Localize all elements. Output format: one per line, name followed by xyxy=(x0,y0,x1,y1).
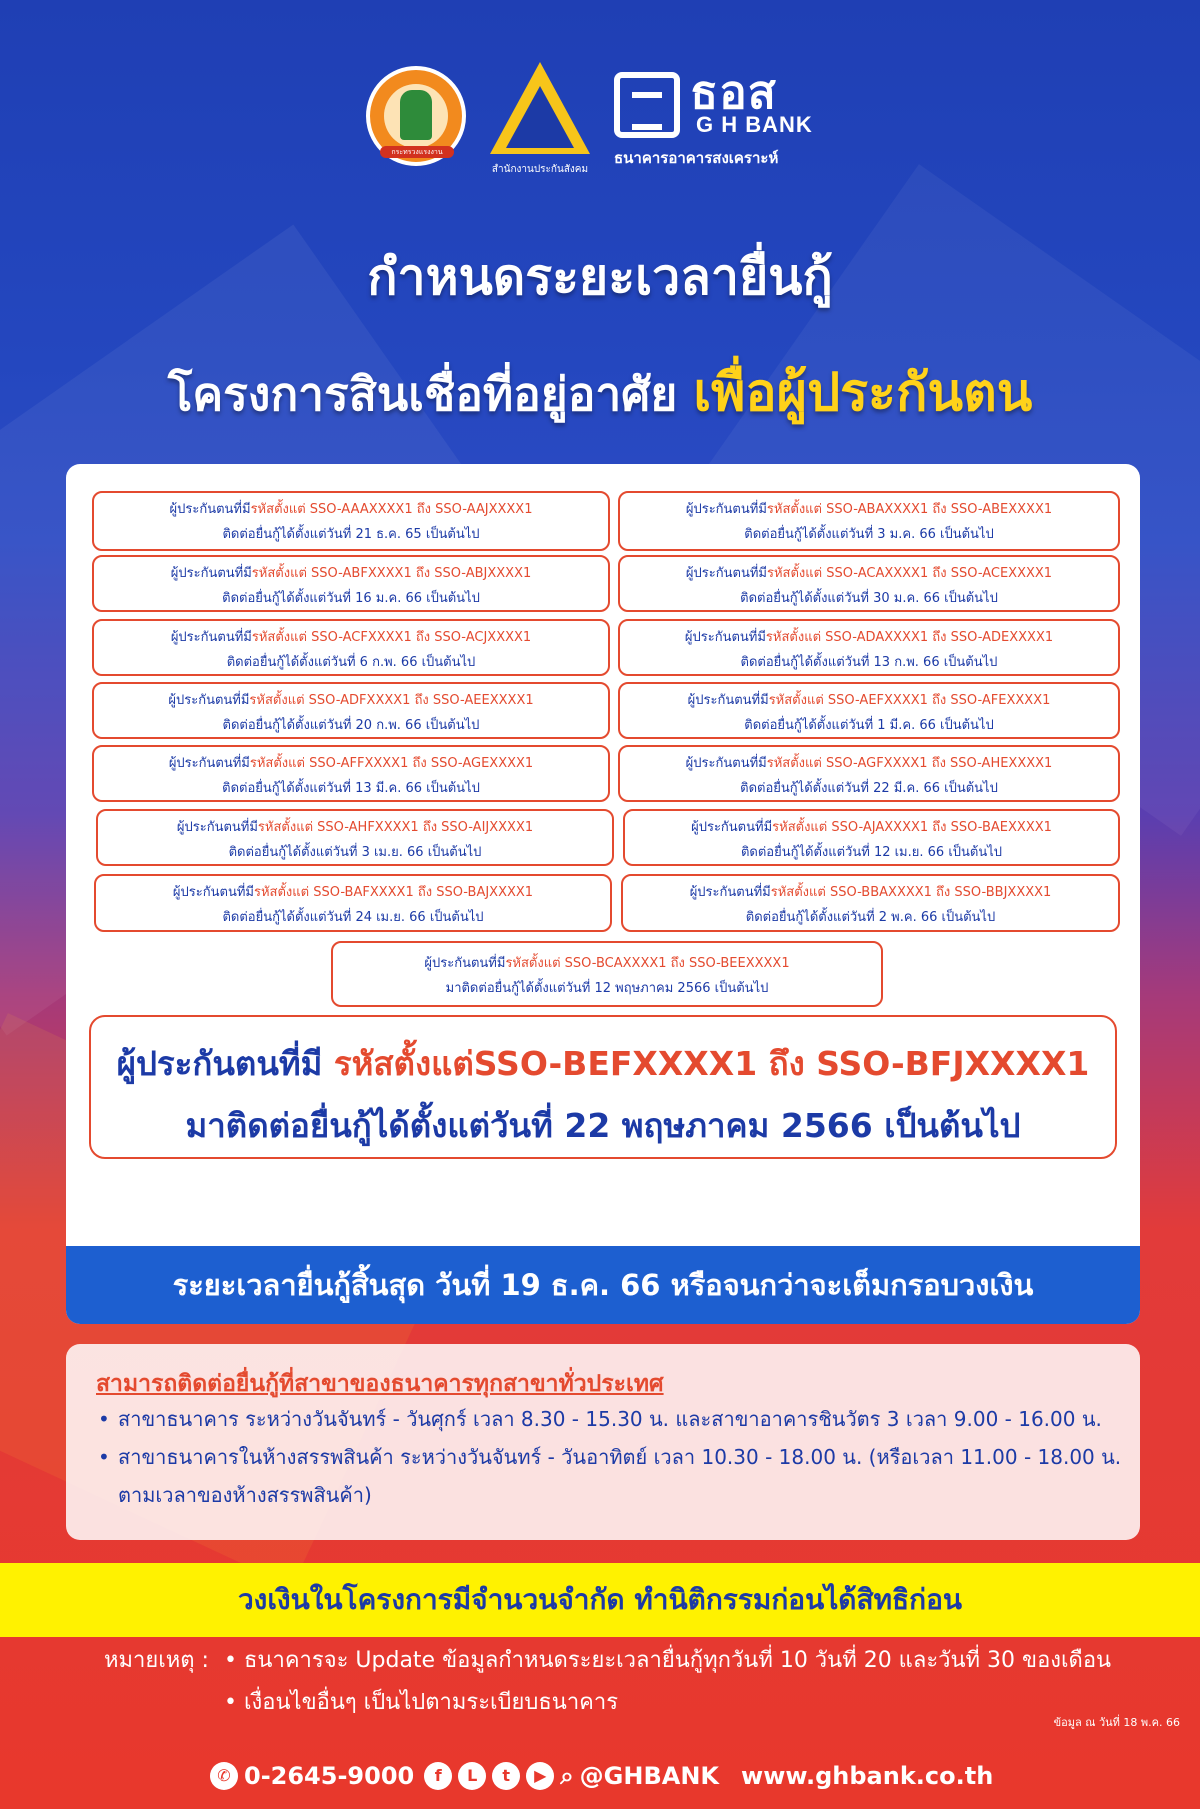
current-box-label: ผู้ประกันตนที่มี xyxy=(116,1044,334,1083)
box-label: ผู้ประกันตนที่มี xyxy=(168,756,250,771)
box-label: ผู้ประกันตนที่มี xyxy=(170,566,252,581)
ministry-of-labour-logo xyxy=(366,66,466,166)
schedule-box xyxy=(623,809,1120,866)
ministry-logo-text: กระทรวงแรงงาน xyxy=(380,146,454,158)
deity-figure-icon xyxy=(400,90,432,140)
box-label: ผู้ประกันตนที่มี xyxy=(691,820,773,835)
box-code-range: รหัสตั้งแต่ SSO-AJAXXXX1 ถึง SSO-BAEXXXX1 xyxy=(772,820,1052,835)
box-label: ผู้ประกันตนที่มี xyxy=(424,956,506,971)
box-code-range: รหัสตั้งแต่ SSO-AEFXXXX1 ถึง SSO-AFEXXXX1 xyxy=(768,693,1051,708)
box-start-date: ติดต่อยื่นกู้ได้ตั้งแต่วันที่ 16 ม.ค. 66 เป็นต้นไป xyxy=(222,591,480,606)
phone-number[interactable]: 0-2645-9000 xyxy=(244,1762,415,1790)
line-icon[interactable]: L xyxy=(458,1762,486,1790)
social-security-office-logo xyxy=(488,62,592,182)
box-code-range: รหัสตั้งแต่ SSO-ABAXXXX1 ถึง SSO-ABEXXXX1 xyxy=(766,502,1053,517)
gh-bank-mark-icon xyxy=(614,72,680,138)
box-label: ผู้ประกันตนที่มี xyxy=(689,885,771,900)
box-label: ผู้ประกันตนที่มี xyxy=(176,820,258,835)
gh-bank-thai-wordmark: ธอส xyxy=(690,65,777,119)
box-code-range: รหัสตั้งแต่ SSO-ABFXXXX1 ถึง SSO-ABJXXXX1 xyxy=(251,566,532,581)
gh-bank-full-name: ธนาคารอาคารสงเคราะห์ xyxy=(614,149,779,167)
contact-row xyxy=(210,1756,993,1796)
box-start-date: ติดต่อยื่นกู้ได้ตั้งแต่วันที่ 12 เม.ย. 66 เป็นต้นไป xyxy=(740,845,1003,860)
page-title: กำหนดระยะเวลายื่นกู้ xyxy=(367,248,833,306)
limited-budget-banner: วงเงินในโครงการมีจำนวนจำกัด ทำนิติกรรมก่อนได้สิทธิก่อน xyxy=(0,1563,1200,1637)
schedule-box xyxy=(618,491,1120,551)
phone-icon[interactable]: ✆ xyxy=(210,1762,238,1790)
box-label: ผู้ประกันตนที่มี xyxy=(685,502,767,517)
gh-bank-logo xyxy=(614,66,844,176)
schedule-box xyxy=(92,745,610,802)
footer xyxy=(0,1748,1200,1809)
schedule-box xyxy=(618,745,1120,802)
box-label: ผู้ประกันตนที่มี xyxy=(170,630,252,645)
schedule-box xyxy=(92,682,610,739)
box-start-date: ติดต่อยื่นกู้ได้ตั้งแต่วันที่ 3 เม.ย. 66 เป็นต้นไป xyxy=(228,845,482,860)
subtitle-highlight: เพื่อผู้ประกันตน xyxy=(693,363,1033,423)
social-handle[interactable]: @GHBANK xyxy=(579,1762,720,1790)
branch-info-panel xyxy=(66,1344,1140,1540)
box-code-range: รหัสตั้งแต่ SSO-BBAXXXX1 ถึง SSO-BBJXXXX1 xyxy=(770,885,1052,900)
facebook-icon[interactable]: f xyxy=(424,1762,452,1790)
schedule-box xyxy=(96,809,614,866)
box-start-date: ติดต่อยื่นกู้ได้ตั้งแต่วันที่ 1 มี.ค. 66 เป็นต้นไป xyxy=(744,718,994,733)
box-label: ผู้ประกันตนที่มี xyxy=(685,756,767,771)
schedule-box xyxy=(92,619,610,676)
logo-row xyxy=(0,62,1200,182)
box-code-range: รหัสตั้งแต่ SSO-BCAXXXX1 ถึง SSO-BEEXXXX1 xyxy=(505,956,790,971)
box-code-range: รหัสตั้งแต่ SSO-AHFXXXX1 ถึง SSO-AIJXXXX1 xyxy=(257,820,534,835)
page-subtitle xyxy=(0,350,1200,433)
box-start-date: ติดต่อยื่นกู้ได้ตั้งแต่วันที่ 13 มี.ค. 66 เป็นต้นไป xyxy=(222,781,480,796)
schedule-box xyxy=(94,874,612,932)
box-label: ผู้ประกันตนที่มี xyxy=(684,630,766,645)
youtube-icon[interactable]: ▶ xyxy=(526,1762,554,1790)
box-start-date: ติดต่อยื่นกู้ได้ตั้งแต่วันที่ 6 ก.พ. 66 เป็นต้นไป xyxy=(226,655,476,670)
note-item: • ธนาคารจะ Update ข้อมูลกำหนดระยะเวลายื่นกู้ทุกวันที่ 10 วันที่ 20 และวันที่ 30 ของเดือน xyxy=(224,1640,1111,1682)
sso-logo-caption: สำนักงานประกันสังคม xyxy=(491,164,589,175)
box-label: ผู้ประกันตนที่มี xyxy=(687,693,769,708)
current-schedule-box xyxy=(89,1015,1117,1159)
box-code-range: รหัสตั้งแต่ SSO-ACFXXXX1 ถึง SSO-ACJXXXX1 xyxy=(251,630,532,645)
box-label: ผู้ประกันตนที่มี xyxy=(685,566,767,581)
data-as-of-date: ข้อมูล ณ วันที่ 18 พ.ค. 66 xyxy=(1053,1716,1180,1729)
current-box-start-date: มาติดต่อยื่นกู้ได้ตั้งแต่วันที่ 22 พฤษภาคม 2566 เป็นต้นไป xyxy=(185,1106,1021,1145)
schedule-box xyxy=(92,491,610,551)
current-box-code-range: รหัสตั้งแต่SSO-BEFXXXX1 ถึง SSO-BFJXXXX1 xyxy=(333,1044,1090,1083)
schedule-box xyxy=(618,555,1120,612)
search-icon: ⌕ xyxy=(560,1762,574,1790)
box-code-range: รหัสตั้งแต่ SSO-ACAXXXX1 ถึง SSO-ACEXXXX1 xyxy=(766,566,1053,581)
website-link[interactable]: www.ghbank.co.th xyxy=(741,1762,994,1790)
box-start-date: ติดต่อยื่นกู้ได้ตั้งแต่วันที่ 20 ก.พ. 66 เป็นต้นไป xyxy=(222,718,480,733)
box-code-range: รหัสตั้งแต่ SSO-BAFXXXX1 ถึง SSO-BAJXXXX1 xyxy=(253,885,534,900)
box-start-date: ติดต่อยื่นกู้ได้ตั้งแต่วันที่ 22 มี.ค. 66 เป็นต้นไป xyxy=(740,781,998,796)
branch-item: • สาขาธนาคารในห้างสรรพสินค้า ระหว่างวันจันทร์ - วันอาทิตย์ เวลา 10.30 - 18.00 น. (หรือเวลา 11.00 - 18.00 น. ตามเวลาของห้างสรรพสินค้า) xyxy=(96,1438,1126,1514)
box-start-date: ติดต่อยื่นกู้ได้ตั้งแต่วันที่ 24 เม.ย. 66 เป็นต้นไป xyxy=(222,910,484,925)
box-start-date: มาติดต่อยื่นกู้ได้ตั้งแต่วันที่ 12 พฤษภาคม 2566 เป็นต้นไป xyxy=(445,981,769,996)
box-code-range: รหัสตั้งแต่ SSO-AGFXXXX1 ถึง SSO-AHEXXXX1 xyxy=(766,756,1053,771)
box-label: ผู้ประกันตนที่มี xyxy=(172,885,254,900)
box-code-range: รหัสตั้งแต่ SSO-ADFXXXX1 ถึง SSO-AEEXXXX1 xyxy=(249,693,534,708)
notes-list xyxy=(224,1640,1111,1724)
box-start-date: ติดต่อยื่นกู้ได้ตั้งแต่วันที่ 30 ม.ค. 66 เป็นต้นไป xyxy=(740,591,998,606)
box-start-date: ติดต่อยื่นกู้ได้ตั้งแต่วันที่ 13 ก.พ. 66 เป็นต้นไป xyxy=(740,655,998,670)
schedule-box xyxy=(92,555,610,612)
box-label: ผู้ประกันตนที่มี xyxy=(168,693,250,708)
schedule-box xyxy=(618,682,1120,739)
box-start-date: ติดต่อยื่นกู้ได้ตั้งแต่วันที่ 21 ธ.ค. 65 เป็นต้นไป xyxy=(222,527,480,542)
box-code-range: รหัสตั้งแต่ SSO-AAAXXXX1 ถึง SSO-AAJXXXX1 xyxy=(250,502,533,517)
schedule-box xyxy=(331,941,883,1007)
twitter-icon[interactable]: t xyxy=(492,1762,520,1790)
box-code-range: รหัสตั้งแต่ SSO-AFFXXXX1 ถึง SSO-AGEXXXX1 xyxy=(249,756,534,771)
schedule-box xyxy=(621,874,1120,932)
box-start-date: ติดต่อยื่นกู้ได้ตั้งแต่วันที่ 2 พ.ค. 66 เป็นต้นไป xyxy=(745,910,996,925)
note-item: • เงื่อนไขอื่นๆ เป็นไปตามระเบียบธนาคาร xyxy=(224,1682,1111,1724)
subtitle-text: โครงการสินเชื่อที่อยู่อาศัย xyxy=(167,367,694,421)
gh-bank-english-wordmark: G H BANK xyxy=(696,112,813,137)
schedule-box xyxy=(618,619,1120,676)
branch-heading: สามารถติดต่อยื่นกู้ที่สาขาของธนาคารทุกสาขาทั่วประเทศ xyxy=(96,1371,664,1397)
branch-item: • สาขาธนาคาร ระหว่างวันจันทร์ - วันศุกร์ เวลา 8.30 - 15.30 น. และสาขาอาคารชินวัตร 3 เวลา 9.00 - 16.00 น. xyxy=(96,1400,1126,1438)
branch-list xyxy=(96,1400,1126,1514)
notes-label: หมายเหตุ : xyxy=(104,1648,209,1673)
box-start-date: ติดต่อยื่นกู้ได้ตั้งแต่วันที่ 3 ม.ค. 66 เป็นต้นไป xyxy=(744,527,994,542)
box-code-range: รหัสตั้งแต่ SSO-ADAXXXX1 ถึง SSO-ADEXXXX1 xyxy=(765,630,1054,645)
deadline-bar: ระยะเวลายื่นกู้สิ้นสุด วันที่ 19 ธ.ค. 66 หรือจนกว่าจะเต็มกรอบวงเงิน xyxy=(66,1246,1140,1324)
box-label: ผู้ประกันตนที่มี xyxy=(169,502,251,517)
